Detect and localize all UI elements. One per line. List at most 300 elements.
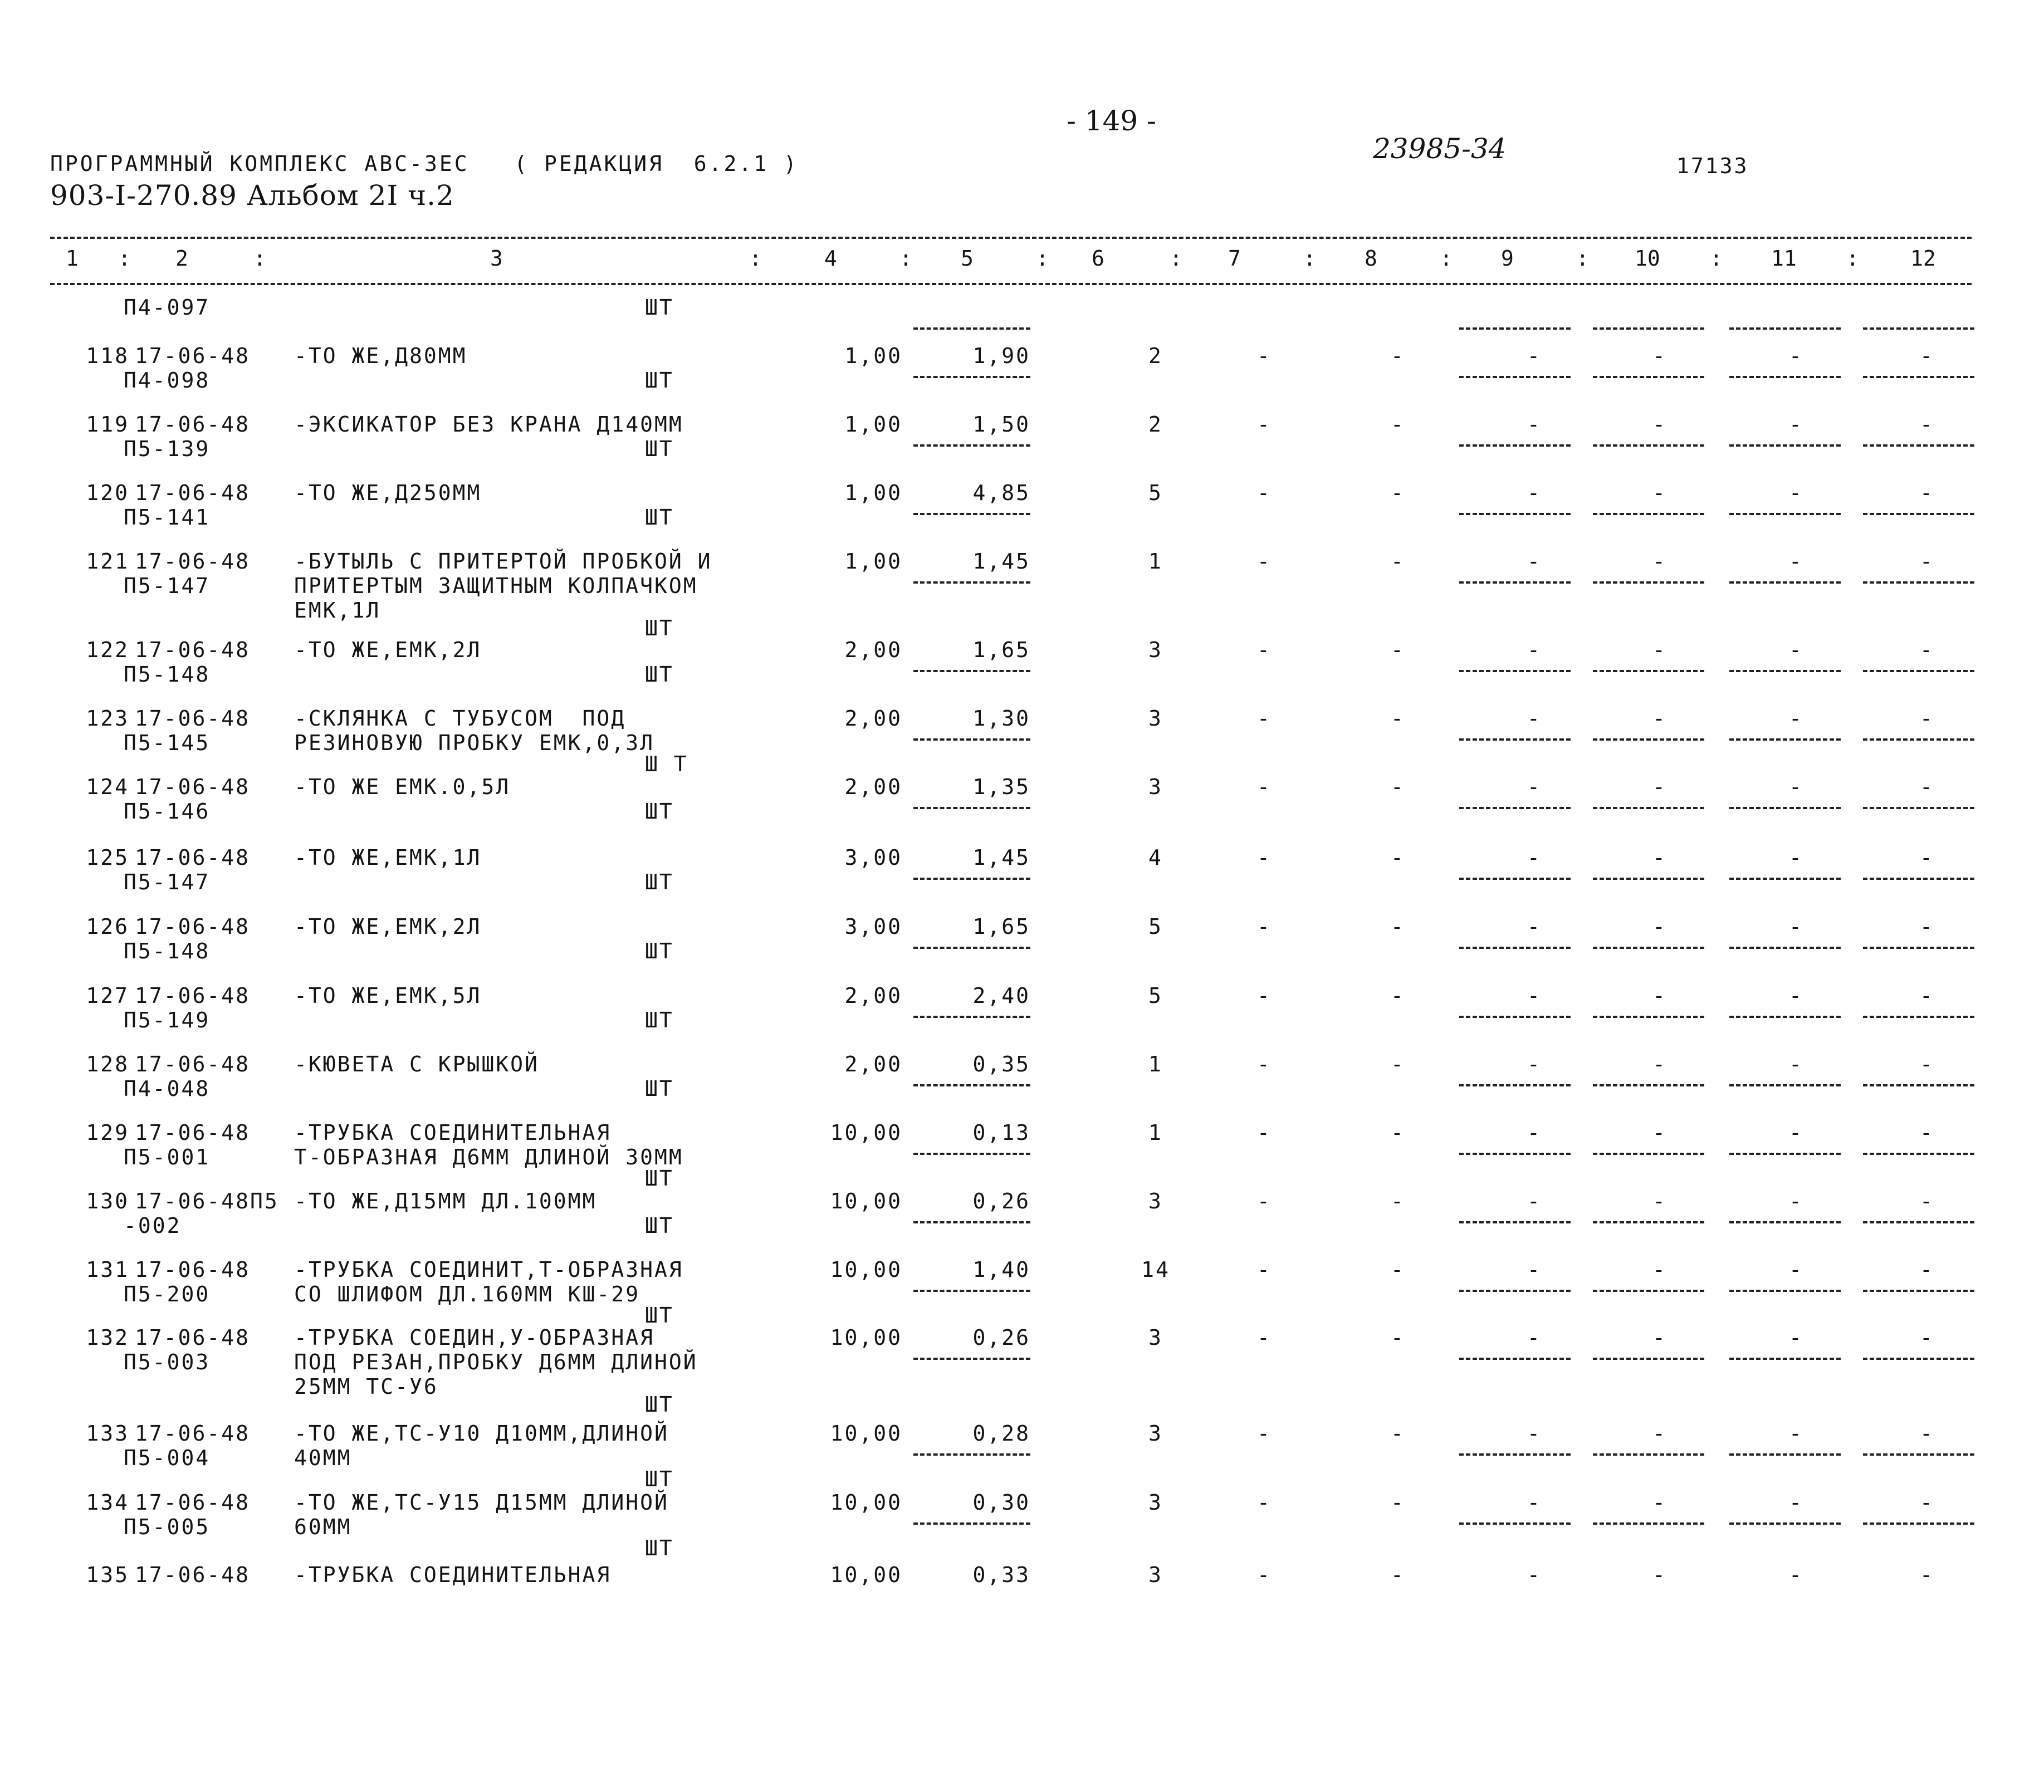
divider-11 <box>1729 878 1841 880</box>
dash-c8: - <box>1391 845 1405 870</box>
dash-c8: - <box>1391 1189 1405 1213</box>
column-header-6: 6 <box>1092 246 1104 271</box>
value: 0,30 <box>972 1490 1030 1515</box>
column-header-10: 10 <box>1635 246 1660 271</box>
dash-c7: - <box>1257 1120 1272 1145</box>
dash-c8: - <box>1391 1257 1405 1282</box>
divider-10 <box>1593 738 1704 741</box>
divider-9 <box>1459 878 1571 880</box>
item-name: -СКЛЯНКА С ТУБУСОМ ПОД РЕЗИНОВУЮ ПРОБКУ ЕМК,0,3Л <box>294 706 654 755</box>
row-number: 131 <box>86 1257 129 1282</box>
divider-10 <box>1593 1290 1704 1292</box>
value: 2,40 <box>972 983 1030 1008</box>
value-divider <box>913 1016 1030 1018</box>
unit: ШТ <box>645 662 674 687</box>
code-line-1: 17-06-48 <box>135 638 251 662</box>
divider-9 <box>1459 1153 1571 1155</box>
dash-c11: - <box>1789 1257 1803 1282</box>
dash-c9: - <box>1527 549 1542 574</box>
divider-12 <box>1863 1358 1974 1360</box>
quantity: 3,00 <box>844 845 902 870</box>
quantity: 1,00 <box>844 549 902 574</box>
divider-9 <box>1459 1522 1571 1525</box>
code-line-1: 17-06-48 <box>135 1490 251 1515</box>
quantity: 10,00 <box>830 1563 902 1587</box>
dash-c8: - <box>1391 549 1405 574</box>
quantity: 2,00 <box>844 706 902 731</box>
dash-c11: - <box>1789 1120 1803 1145</box>
carry-over-divider-9 <box>1459 327 1571 330</box>
quantity: 10,00 <box>830 1189 902 1213</box>
row-number: 135 <box>86 1563 129 1587</box>
dash-c8: - <box>1391 706 1405 731</box>
unit: ШТ <box>645 1467 674 1491</box>
table-row <box>0 549 2044 640</box>
count: 1 <box>1148 1052 1163 1076</box>
dash-c10: - <box>1652 638 1667 662</box>
dash-c9: - <box>1527 1325 1542 1350</box>
divider-11 <box>1729 1290 1841 1292</box>
code-line-2: П5-146 <box>124 799 211 824</box>
dash-c9: - <box>1527 914 1542 939</box>
item-name: -ТО ЖЕ,Д15ММ ДЛ.100ММ <box>294 1189 597 1213</box>
value-divider <box>913 513 1030 515</box>
quantity: 10,00 <box>830 1421 902 1446</box>
divider-9 <box>1459 807 1571 809</box>
code-line-1: 17-06-48 <box>135 706 251 731</box>
value-divider <box>913 738 1030 741</box>
value-divider <box>913 807 1030 809</box>
item-name: -ЭКСИКАТОР БЕЗ КРАНА Д140ММ <box>294 412 683 437</box>
dash-c12: - <box>1920 638 1934 662</box>
dash-c11: - <box>1789 914 1803 939</box>
column-header-2: 2 <box>175 246 188 271</box>
divider-9 <box>1459 738 1571 741</box>
column-header-3: 3 <box>490 246 503 271</box>
dash-c10: - <box>1652 1052 1667 1076</box>
row-number: 121 <box>86 549 129 574</box>
dash-c9: - <box>1527 481 1542 505</box>
dash-c8: - <box>1391 344 1405 368</box>
dash-c8: - <box>1391 775 1405 799</box>
value-divider <box>913 1522 1030 1525</box>
code-line-1: 17-06-48 <box>135 1325 251 1350</box>
dash-c10: - <box>1652 412 1667 437</box>
code-line-1: 17-06-48 <box>135 845 251 870</box>
value: 1,45 <box>972 549 1030 574</box>
dash-c8: - <box>1391 1563 1405 1587</box>
quantity: 10,00 <box>830 1120 902 1145</box>
code-line-2: П5-149 <box>124 1008 211 1032</box>
divider-9 <box>1459 444 1571 447</box>
dash-c10: - <box>1652 1490 1667 1515</box>
value: 0,35 <box>972 1052 1030 1076</box>
dash-c12: - <box>1920 1421 1934 1446</box>
divider-12 <box>1863 1453 1974 1456</box>
dash-c12: - <box>1920 1490 1934 1515</box>
code-line-2: П5-148 <box>124 939 211 963</box>
table-row <box>0 983 2044 1052</box>
code-line-2: П5-139 <box>124 437 211 461</box>
item-name: -ТО ЖЕ,Д80ММ <box>294 344 467 368</box>
row-number: 134 <box>86 1490 129 1515</box>
column-separator: : <box>118 246 131 271</box>
table-row <box>0 1257 2044 1326</box>
divider-9 <box>1459 1358 1571 1360</box>
row-number: 125 <box>86 845 129 870</box>
divider-11 <box>1729 670 1841 672</box>
quantity: 1,00 <box>844 412 902 437</box>
divider-12 <box>1863 1290 1974 1292</box>
divider-12 <box>1863 807 1974 809</box>
divider-9 <box>1459 1221 1571 1223</box>
code-line-1: 17-06-48П5 <box>135 1189 279 1213</box>
dash-c9: - <box>1527 412 1542 437</box>
code-line-2: П5-001 <box>124 1145 211 1169</box>
dash-c7: - <box>1257 1189 1272 1213</box>
dash-c9: - <box>1527 1490 1542 1515</box>
value-divider <box>913 1358 1030 1360</box>
row-number: 132 <box>86 1325 129 1350</box>
value: 1,90 <box>972 344 1030 368</box>
carry-over-divider-11 <box>1729 327 1841 330</box>
dash-c10: - <box>1652 549 1667 574</box>
column-separator: : <box>749 246 762 271</box>
quantity: 2,00 <box>844 638 902 662</box>
divider-11 <box>1729 1084 1841 1086</box>
dash-c12: - <box>1920 1052 1934 1076</box>
dash-c7: - <box>1257 344 1272 368</box>
dash-c11: - <box>1789 706 1803 731</box>
item-name: -ТРУБКА СОЕДИНИТЕЛЬНАЯ Т-ОБРАЗНАЯ Д6ММ ДЛИНОЙ 30ММ <box>294 1120 683 1169</box>
code-line-1: 17-06-48 <box>135 412 251 437</box>
divider-10 <box>1593 947 1704 949</box>
dash-c9: - <box>1527 344 1542 368</box>
unit: ШТ <box>645 1303 674 1328</box>
dash-c11: - <box>1789 1189 1803 1213</box>
row-number: 127 <box>86 983 129 1008</box>
code-line-1: 17-06-48 <box>135 1120 251 1145</box>
column-separator: : <box>1846 246 1859 271</box>
page-number: - 149 - <box>1067 105 1157 137</box>
count: 5 <box>1148 983 1163 1008</box>
row-number: 118 <box>86 344 129 368</box>
handwritten-number: 23985-34 <box>1373 133 1507 165</box>
unit: ШТ <box>645 368 674 393</box>
table-row <box>0 1563 2044 1632</box>
dash-c9: - <box>1527 1563 1542 1587</box>
dash-c11: - <box>1789 1325 1803 1350</box>
value: 1,40 <box>972 1257 1030 1282</box>
carry-over-code: П4-097 <box>124 295 211 320</box>
dash-c12: - <box>1920 914 1934 939</box>
row-number: 128 <box>86 1052 129 1076</box>
column-separator: : <box>1710 246 1723 271</box>
value: 1,45 <box>972 845 1030 870</box>
table-row <box>0 481 2044 550</box>
dash-c11: - <box>1789 481 1803 505</box>
divider-11 <box>1729 1153 1841 1155</box>
unit: ШТ <box>645 1392 674 1417</box>
column-header-7: 7 <box>1228 246 1241 271</box>
dash-c7: - <box>1257 549 1272 574</box>
dash-c10: - <box>1652 914 1667 939</box>
dash-c7: - <box>1257 412 1272 437</box>
dash-c10: - <box>1652 706 1667 731</box>
dash-c9: - <box>1527 1189 1542 1213</box>
divider-10 <box>1593 376 1704 378</box>
dash-c8: - <box>1391 412 1405 437</box>
divider-11 <box>1729 1358 1841 1360</box>
divider-10 <box>1593 513 1704 515</box>
dash-c10: - <box>1652 983 1667 1008</box>
item-name: -БУТЫЛЬ С ПРИТЕРТОЙ ПРОБКОЙ И ПРИТЕРТЫМ ЗАЩИТНЫМ КОЛПАЧКОМ ЕМК,1Л <box>294 549 712 623</box>
value-divider <box>913 1290 1030 1292</box>
code-line-1: 17-06-48 <box>135 1052 251 1076</box>
dash-c9: - <box>1527 1120 1542 1145</box>
value-divider <box>913 376 1030 378</box>
value-divider <box>913 444 1030 447</box>
dash-c10: - <box>1652 1421 1667 1446</box>
divider-12 <box>1863 444 1974 447</box>
dash-c11: - <box>1789 1563 1803 1587</box>
table-row <box>0 706 2044 775</box>
column-header-12: 12 <box>1910 246 1936 271</box>
item-name: -ТРУБКА СОЕДИНИТЕЛЬНАЯ <box>294 1563 612 1587</box>
count: 4 <box>1148 845 1163 870</box>
item-name: -ТРУБКА СОЕДИН,У-ОБРАЗНАЯ ПОД РЕЗАН,ПРОБКУ Д6ММ ДЛИНОЙ 25ММ ТС-У6 <box>294 1325 698 1399</box>
value-divider <box>913 1221 1030 1223</box>
dash-c7: - <box>1257 706 1272 731</box>
dash-c10: - <box>1652 344 1667 368</box>
table-row <box>0 638 2044 707</box>
dash-c7: - <box>1257 845 1272 870</box>
dash-c11: - <box>1789 983 1803 1008</box>
unit: ШТ <box>645 939 674 963</box>
divider-12 <box>1863 738 1974 741</box>
code-line-2: П5-004 <box>124 1446 211 1470</box>
divider-11 <box>1729 376 1841 378</box>
row-number: 129 <box>86 1120 129 1145</box>
dash-c9: - <box>1527 706 1542 731</box>
value-divider <box>913 670 1030 672</box>
dash-c8: - <box>1391 638 1405 662</box>
document-number: 17133 <box>1676 154 1749 178</box>
dash-c11: - <box>1789 412 1803 437</box>
unit: Ш Т <box>645 752 688 776</box>
value: 1,65 <box>972 914 1030 939</box>
divider-10 <box>1593 1221 1704 1223</box>
dash-c11: - <box>1789 638 1803 662</box>
dash-c12: - <box>1920 412 1934 437</box>
code-line-1: 17-06-48 <box>135 481 251 505</box>
code-line-1: 17-06-48 <box>135 549 251 574</box>
item-name: -КЮВЕТА С КРЫШКОЙ <box>294 1052 539 1076</box>
table-row <box>0 344 2044 413</box>
table-row <box>0 1490 2044 1559</box>
dash-c7: - <box>1257 1490 1272 1515</box>
count: 1 <box>1148 1120 1163 1145</box>
dash-c12: - <box>1920 1189 1934 1213</box>
count: 3 <box>1148 638 1163 662</box>
count: 1 <box>1148 549 1163 574</box>
item-name: -ТО ЖЕ,ЕМК,1Л <box>294 845 482 870</box>
code-line-2: П5-005 <box>124 1515 211 1539</box>
dash-c12: - <box>1920 1563 1934 1587</box>
dash-c7: - <box>1257 775 1272 799</box>
table-rule-top <box>50 237 1972 239</box>
row-number: 120 <box>86 481 129 505</box>
dash-c8: - <box>1391 1325 1405 1350</box>
value: 1,65 <box>972 638 1030 662</box>
dash-c7: - <box>1257 1325 1272 1350</box>
dash-c12: - <box>1920 1257 1934 1282</box>
code-line-2: -002 <box>124 1213 182 1238</box>
column-separator: : <box>1303 246 1316 271</box>
divider-11 <box>1729 1453 1841 1456</box>
value: 4,85 <box>972 481 1030 505</box>
divider-12 <box>1863 581 1974 584</box>
dash-c9: - <box>1527 845 1542 870</box>
code-line-2: П4-098 <box>124 368 211 393</box>
item-name: -ТО ЖЕ,ТС-У15 Д15ММ ДЛИНОЙ 60ММ <box>294 1490 669 1539</box>
value: 0,26 <box>972 1325 1030 1350</box>
quantity: 2,00 <box>844 775 902 799</box>
carry-over-divider-10 <box>1593 327 1704 330</box>
column-separator: : <box>253 246 266 271</box>
divider-11 <box>1729 581 1841 584</box>
code-line-2: П5-003 <box>124 1350 211 1374</box>
table-row <box>0 914 2044 983</box>
divider-12 <box>1863 1016 1974 1018</box>
divider-9 <box>1459 1290 1571 1292</box>
table-row <box>0 412 2044 481</box>
code-line-2: П5-148 <box>124 662 211 687</box>
table-rule-header <box>50 283 1972 285</box>
column-header-11: 11 <box>1771 246 1797 271</box>
divider-10 <box>1593 1016 1704 1018</box>
divider-10 <box>1593 1153 1704 1155</box>
code-line-1: 17-06-48 <box>135 983 251 1008</box>
album-line: 903-I-270.89 Альбом 2I ч.2 <box>50 179 454 212</box>
unit: ШТ <box>645 1536 674 1560</box>
code-line-1: 17-06-48 <box>135 344 251 368</box>
divider-12 <box>1863 1153 1974 1155</box>
count: 2 <box>1148 344 1163 368</box>
code-line-2: П5-147 <box>124 574 211 598</box>
dash-c7: - <box>1257 983 1272 1008</box>
dash-c12: - <box>1920 481 1934 505</box>
dash-c7: - <box>1257 914 1272 939</box>
unit: ШТ <box>645 616 674 640</box>
row-number: 130 <box>86 1189 129 1213</box>
column-separator: : <box>1440 246 1453 271</box>
dash-c9: - <box>1527 1421 1542 1446</box>
dash-c8: - <box>1391 1490 1405 1515</box>
value-divider <box>913 1153 1030 1155</box>
count: 3 <box>1148 1421 1163 1446</box>
divider-10 <box>1593 1522 1704 1525</box>
dash-c12: - <box>1920 1325 1934 1350</box>
item-name: -ТО ЖЕ,ТС-У10 Д10ММ,ДЛИНОЙ 40ММ <box>294 1421 669 1470</box>
dash-c10: - <box>1652 1325 1667 1350</box>
dash-c8: - <box>1391 1421 1405 1446</box>
divider-11 <box>1729 807 1841 809</box>
item-name: -ТО ЖЕ,Д250ММ <box>294 481 482 505</box>
item-name: -ТО ЖЕ,ЕМК,5Л <box>294 983 482 1008</box>
divider-12 <box>1863 878 1974 880</box>
dash-c9: - <box>1527 1257 1542 1282</box>
value: 0,13 <box>972 1120 1030 1145</box>
divider-11 <box>1729 947 1841 949</box>
row-number: 126 <box>86 914 129 939</box>
divider-10 <box>1593 1358 1704 1360</box>
dash-c8: - <box>1391 481 1405 505</box>
count: 3 <box>1148 706 1163 731</box>
code-line-2: П5-145 <box>124 731 211 755</box>
carry-over-unit: ШТ <box>645 295 674 320</box>
divider-12 <box>1863 1522 1974 1525</box>
row-number: 133 <box>86 1421 129 1446</box>
item-name: -ТО ЖЕ,ЕМК,2Л <box>294 638 482 662</box>
dash-c10: - <box>1652 1189 1667 1213</box>
count: 3 <box>1148 1325 1163 1350</box>
item-name: -ТО ЖЕ ЕМК.0,5Л <box>294 775 511 799</box>
divider-12 <box>1863 1084 1974 1086</box>
table-row <box>0 1421 2044 1490</box>
count: 2 <box>1148 412 1163 437</box>
dash-c7: - <box>1257 1052 1272 1076</box>
dash-c8: - <box>1391 1120 1405 1145</box>
divider-11 <box>1729 444 1841 447</box>
count: 5 <box>1148 914 1163 939</box>
dash-c9: - <box>1527 1052 1542 1076</box>
unit: ШТ <box>645 1166 674 1191</box>
table-row <box>0 1325 2044 1417</box>
quantity: 10,00 <box>830 1325 902 1350</box>
dash-c11: - <box>1789 344 1803 368</box>
value-divider <box>913 1084 1030 1086</box>
dash-c10: - <box>1652 775 1667 799</box>
dash-c9: - <box>1527 775 1542 799</box>
code-line-1: 17-06-48 <box>135 1563 251 1587</box>
dash-c11: - <box>1789 845 1803 870</box>
dash-c7: - <box>1257 1563 1272 1587</box>
dash-c7: - <box>1257 481 1272 505</box>
row-number: 124 <box>86 775 129 799</box>
divider-9 <box>1459 670 1571 672</box>
count: 3 <box>1148 1563 1163 1587</box>
code-line-1: 17-06-48 <box>135 775 251 799</box>
unit: ШТ <box>645 870 674 894</box>
divider-9 <box>1459 1453 1571 1456</box>
quantity: 2,00 <box>844 983 902 1008</box>
divider-9 <box>1459 1084 1571 1086</box>
unit: ШТ <box>645 505 674 530</box>
dash-c11: - <box>1789 1490 1803 1515</box>
dash-c12: - <box>1920 775 1934 799</box>
unit: ШТ <box>645 437 674 461</box>
dash-c11: - <box>1789 1052 1803 1076</box>
carry-over-divider <box>913 327 1030 330</box>
dash-c7: - <box>1257 638 1272 662</box>
quantity: 10,00 <box>830 1257 902 1282</box>
dash-c11: - <box>1789 775 1803 799</box>
dash-c12: - <box>1920 983 1934 1008</box>
program-line: ПРОГРАММНЫЙ КОМПЛЕКС АВС-3ЕС ( РЕДАКЦИЯ 6.2.1 ) <box>50 151 799 176</box>
dash-c12: - <box>1920 549 1934 574</box>
dash-c7: - <box>1257 1421 1272 1446</box>
